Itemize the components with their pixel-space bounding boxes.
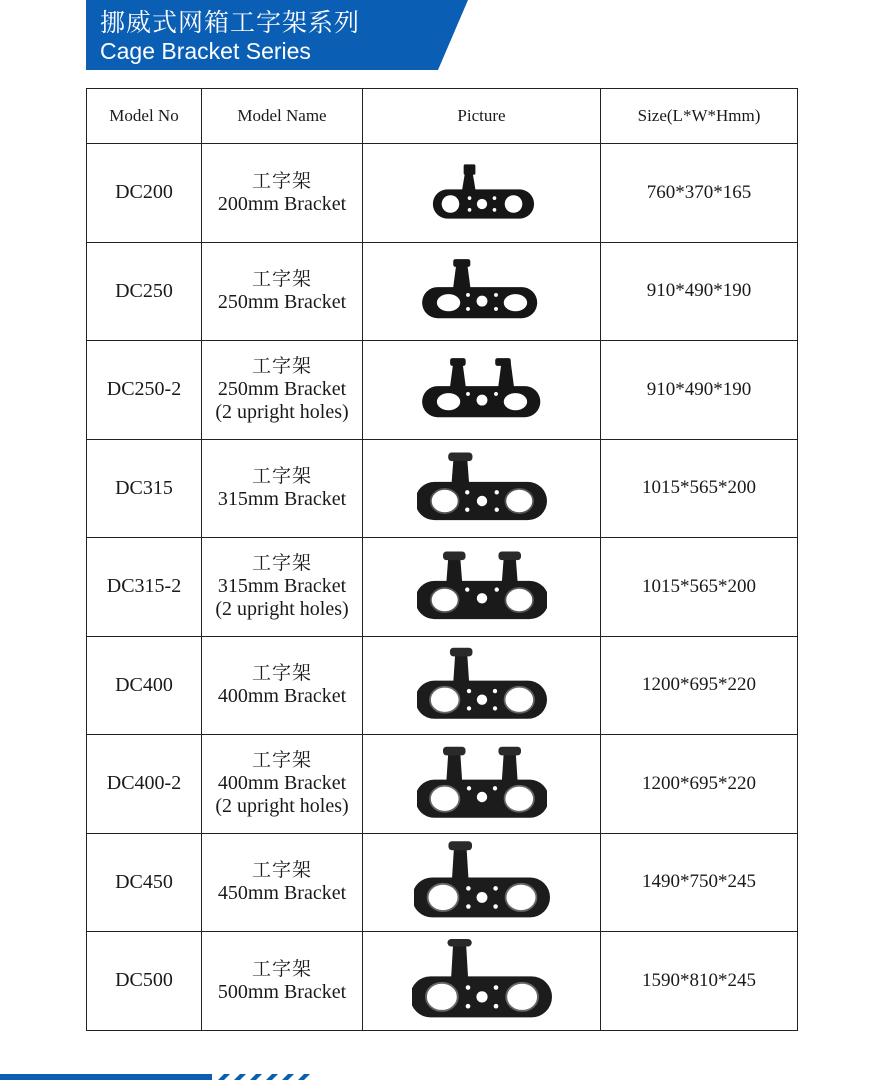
model-name-cn: 工字架 bbox=[251, 662, 312, 685]
model-no-cell: DC450 bbox=[87, 833, 202, 932]
model-no-cell: DC500 bbox=[87, 932, 202, 1031]
model-name-cell bbox=[202, 144, 363, 243]
model-name-note: (2 upright holes) bbox=[215, 598, 349, 621]
size-cell: 1490*750*245 bbox=[601, 833, 798, 932]
model-name-en: 450mm Bracket bbox=[217, 882, 347, 905]
header-model-name: Model Name bbox=[202, 89, 363, 144]
model-no-cell: DC315-2 bbox=[87, 538, 202, 637]
bracket-single-upright-image bbox=[417, 448, 547, 528]
footer-stripe bbox=[0, 1072, 330, 1080]
model-name-cell bbox=[202, 932, 363, 1031]
table-row bbox=[87, 833, 798, 932]
size-cell: 760*370*165 bbox=[601, 144, 798, 243]
bracket-spec-table bbox=[86, 88, 798, 1031]
bracket-double-upright-image bbox=[417, 742, 547, 826]
model-name-cn: 工字架 bbox=[251, 169, 312, 192]
model-name-cn: 工字架 bbox=[251, 957, 312, 980]
model-no-cell: DC400 bbox=[87, 636, 202, 735]
picture-cell bbox=[363, 341, 601, 440]
size-cell: 1590*810*245 bbox=[601, 932, 798, 1031]
model-no-cell: DC250 bbox=[87, 242, 202, 341]
bracket-single-upright-image bbox=[427, 160, 537, 226]
model-name-cn: 工字架 bbox=[251, 268, 312, 291]
model-name-cn: 工字架 bbox=[251, 465, 312, 488]
bracket-single-upright-image bbox=[417, 643, 547, 727]
model-name-cell bbox=[202, 833, 363, 932]
size-cell: 1200*695*220 bbox=[601, 735, 798, 834]
bracket-single-upright-image bbox=[414, 839, 550, 925]
model-name-cell bbox=[202, 636, 363, 735]
model-no-cell: DC200 bbox=[87, 144, 202, 243]
model-name-cell bbox=[202, 242, 363, 341]
size-cell: 910*490*190 bbox=[601, 242, 798, 341]
bracket-single-upright-image bbox=[412, 937, 552, 1025]
table-row bbox=[87, 242, 798, 341]
model-no-cell: DC400-2 bbox=[87, 735, 202, 834]
model-name-cn: 工字架 bbox=[251, 859, 312, 882]
model-name-en: 250mm Bracket bbox=[217, 291, 347, 314]
table-row bbox=[87, 341, 798, 440]
model-name-cell bbox=[202, 341, 363, 440]
size-cell: 1015*565*200 bbox=[601, 439, 798, 538]
picture-cell bbox=[363, 538, 601, 637]
page-title-en: Cage Bracket Series bbox=[100, 38, 311, 64]
table-row bbox=[87, 144, 798, 243]
model-name-cell bbox=[202, 735, 363, 834]
model-no-cell: DC315 bbox=[87, 439, 202, 538]
model-name-cn: 工字架 bbox=[251, 355, 312, 378]
table-row bbox=[87, 636, 798, 735]
picture-cell bbox=[363, 636, 601, 735]
model-name-en: 200mm Bracket bbox=[217, 192, 347, 215]
model-name-cell bbox=[202, 538, 363, 637]
picture-cell bbox=[363, 439, 601, 538]
bracket-double-upright-image bbox=[422, 355, 542, 425]
model-name-cn: 工字架 bbox=[251, 552, 312, 575]
bracket-single-upright-image bbox=[422, 256, 542, 326]
header-size: Size(L*W*Hmm) bbox=[601, 89, 798, 144]
picture-cell bbox=[363, 242, 601, 341]
model-name-en: 315mm Bracket bbox=[217, 575, 347, 598]
table-row bbox=[87, 439, 798, 538]
header-picture: Picture bbox=[363, 89, 601, 144]
table-row bbox=[87, 735, 798, 834]
model-name-cn: 工字架 bbox=[251, 749, 312, 772]
header-model-no: Model No bbox=[87, 89, 202, 144]
picture-cell bbox=[363, 144, 601, 243]
model-name-en: 400mm Bracket bbox=[217, 772, 347, 795]
model-name-cell bbox=[202, 439, 363, 538]
header-banner bbox=[0, 0, 470, 70]
size-cell: 1200*695*220 bbox=[601, 636, 798, 735]
model-name-en: 250mm Bracket bbox=[217, 378, 347, 401]
picture-cell bbox=[363, 735, 601, 834]
size-cell: 910*490*190 bbox=[601, 341, 798, 440]
model-name-en: 400mm Bracket bbox=[217, 685, 347, 708]
model-name-note: (2 upright holes) bbox=[215, 795, 349, 818]
model-no-cell: DC250-2 bbox=[87, 341, 202, 440]
table-header-row bbox=[87, 89, 798, 144]
model-name-note: (2 upright holes) bbox=[215, 401, 349, 424]
table-row bbox=[87, 932, 798, 1031]
table-row bbox=[87, 538, 798, 637]
size-cell: 1015*565*200 bbox=[601, 538, 798, 637]
bracket-double-upright-image bbox=[417, 547, 547, 627]
model-name-en: 500mm Bracket bbox=[217, 980, 347, 1003]
picture-cell bbox=[363, 833, 601, 932]
picture-cell bbox=[363, 932, 601, 1031]
model-name-en: 315mm Bracket bbox=[217, 488, 347, 511]
page-title-cn: 挪威式网箱工字架系列 bbox=[100, 8, 361, 37]
